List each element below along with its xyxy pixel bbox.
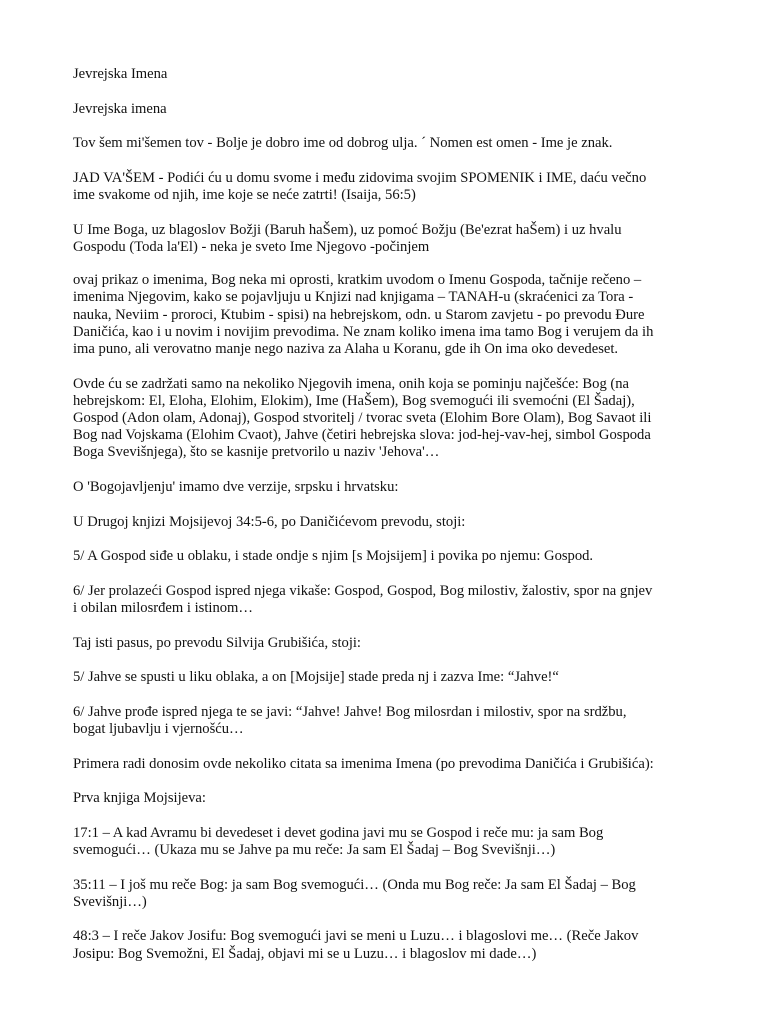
paragraph: Jevrejska imena — [73, 100, 167, 117]
paragraph: U Ime Boga, uz blagoslov Božji (Baruh haŠem), uz pomoć Božju (Be'ezrat haŠem) i uz hvalu Gospodu (Toda la'El) - neka je sveto Ime Njegovo -počinjem — [73, 221, 622, 255]
paragraph: Primera radi donosim ovde nekoliko citata sa imenima Imena (po prevodima Daničića i Grubišića): — [73, 755, 654, 772]
paragraph: JAD VA'ŠEM - Podići ću u domu svome i među zidovima svojim SPOMENIK i IME, daću večno ime svakome od njih, ime koje se neće zatrti! (Isaija, 56:5) — [73, 169, 647, 203]
paragraph: 35:11 – I još mu reče Bog: ja sam Bog svemogući… (Onda mu Bog reče: Ja sam El Šadaj – Bog Svevišnji…) — [73, 876, 636, 910]
document-title: Jevrejska Imena — [73, 66, 168, 82]
paragraph: Ovde ću se zadržati samo na nekoliko Njegovih imena, onih koja se pominju najčešće: Bog (na hebrejskom: El, Eloha, Elohim, Elokim), Ime (HaŠem), Bog svemogući ili svemoćni (El Šadaj), Gospod (Adon olam, Adonaj), Gospod stvoritelj / tvorac sveta (Elohim Bore Olam), Bog Savaot ili Bog nad Vojskama (Elohim Cvaot), Jahve (četiri hebrejska slova: jod-hej-vav-hej, simbol Gospoda Boga Svevišnjega), što se kasnije pretvorilo u naziv 'Jehova'… — [73, 375, 652, 461]
document-page — [73, 66, 723, 980]
paragraph: U Drugoj knjizi Mojsijevoj 34:5-6, po Daničićevom prevodu, stoji: — [73, 513, 466, 530]
paragraph: Tov šem mi'šemen tov - Bolje je dobro ime od dobrog ulja. ´ Nomen est omen - Ime je znak. — [73, 135, 613, 152]
paragraph: ovaj prikaz o imenima, Bog neka mi oprosti, kratkim uvodom o Imenu Gospoda, tačnije rečeno – imenima Njegovim, kako se pojavljuju u Knjizi nad knjigama – TANAH-u (skraćenici za Tora - nauka, Neviim - proroci, Ktubim - spisi) na hebrejskom, odn. u Starom zavjetu - po prevodu Đure Daničića, kao i u novim i novijim prevodima. Ne znam koliko imena ima tamo Bog i verujem da ih ima puno, ali verovatno manje nego naziva za Alaha u Koranu, gde ih On ima oko devedeset. — [73, 272, 654, 357]
paragraph: Prva knjiga Mojsijeva: — [73, 790, 206, 807]
paragraph: 6/ Jer prolazeći Gospod ispred njega vikaše: Gospod, Gospod, Bog milostiv, žalostiv, spor na gnjev i obilan milosrđem i istinom… — [73, 582, 653, 616]
paragraph: 17:1 – A kad Avramu bi devedeset i devet godina javi mu se Gospod i reče mu: ja sam Bog svemogući… (Ukaza mu se Jahve pa mu reče: Ja sam El Šadaj – Bog Svevišnji…) — [73, 824, 604, 858]
paragraph: O 'Bogojavljenju' imamo dve verzije, srpsku i hrvatsku: — [73, 478, 399, 495]
paragraph: 48:3 – I reče Jakov Josifu: Bog svemogući javi se meni u Luzu… i blagoslovi me… (Reče Jakov Josipu: Bog Svemožni, El Šadaj, objavi mi se u Luzu… i blagoslov mi dade…) — [73, 928, 639, 962]
paragraph: Taj isti pasus, po prevodu Silvija Grubišića, stoji: — [73, 634, 361, 651]
paragraph: 5/ A Gospod siđe u oblaku, i stade ondje s njim [s Mojsijem] i povika po njemu: Gospod. — [73, 548, 594, 565]
paragraph: 6/ Jahve prođe ispred njega te se javi: “Jahve! Jahve! Bog milosrdan i milostiv, spor na srdžbu, bogat ljubavlju i vjernošću… — [73, 703, 627, 737]
paragraph: 5/ Jahve se spusti u liku oblaka, a on [Mojsije] stade preda nj i zazva Ime: “Jahve!“ — [73, 669, 559, 686]
